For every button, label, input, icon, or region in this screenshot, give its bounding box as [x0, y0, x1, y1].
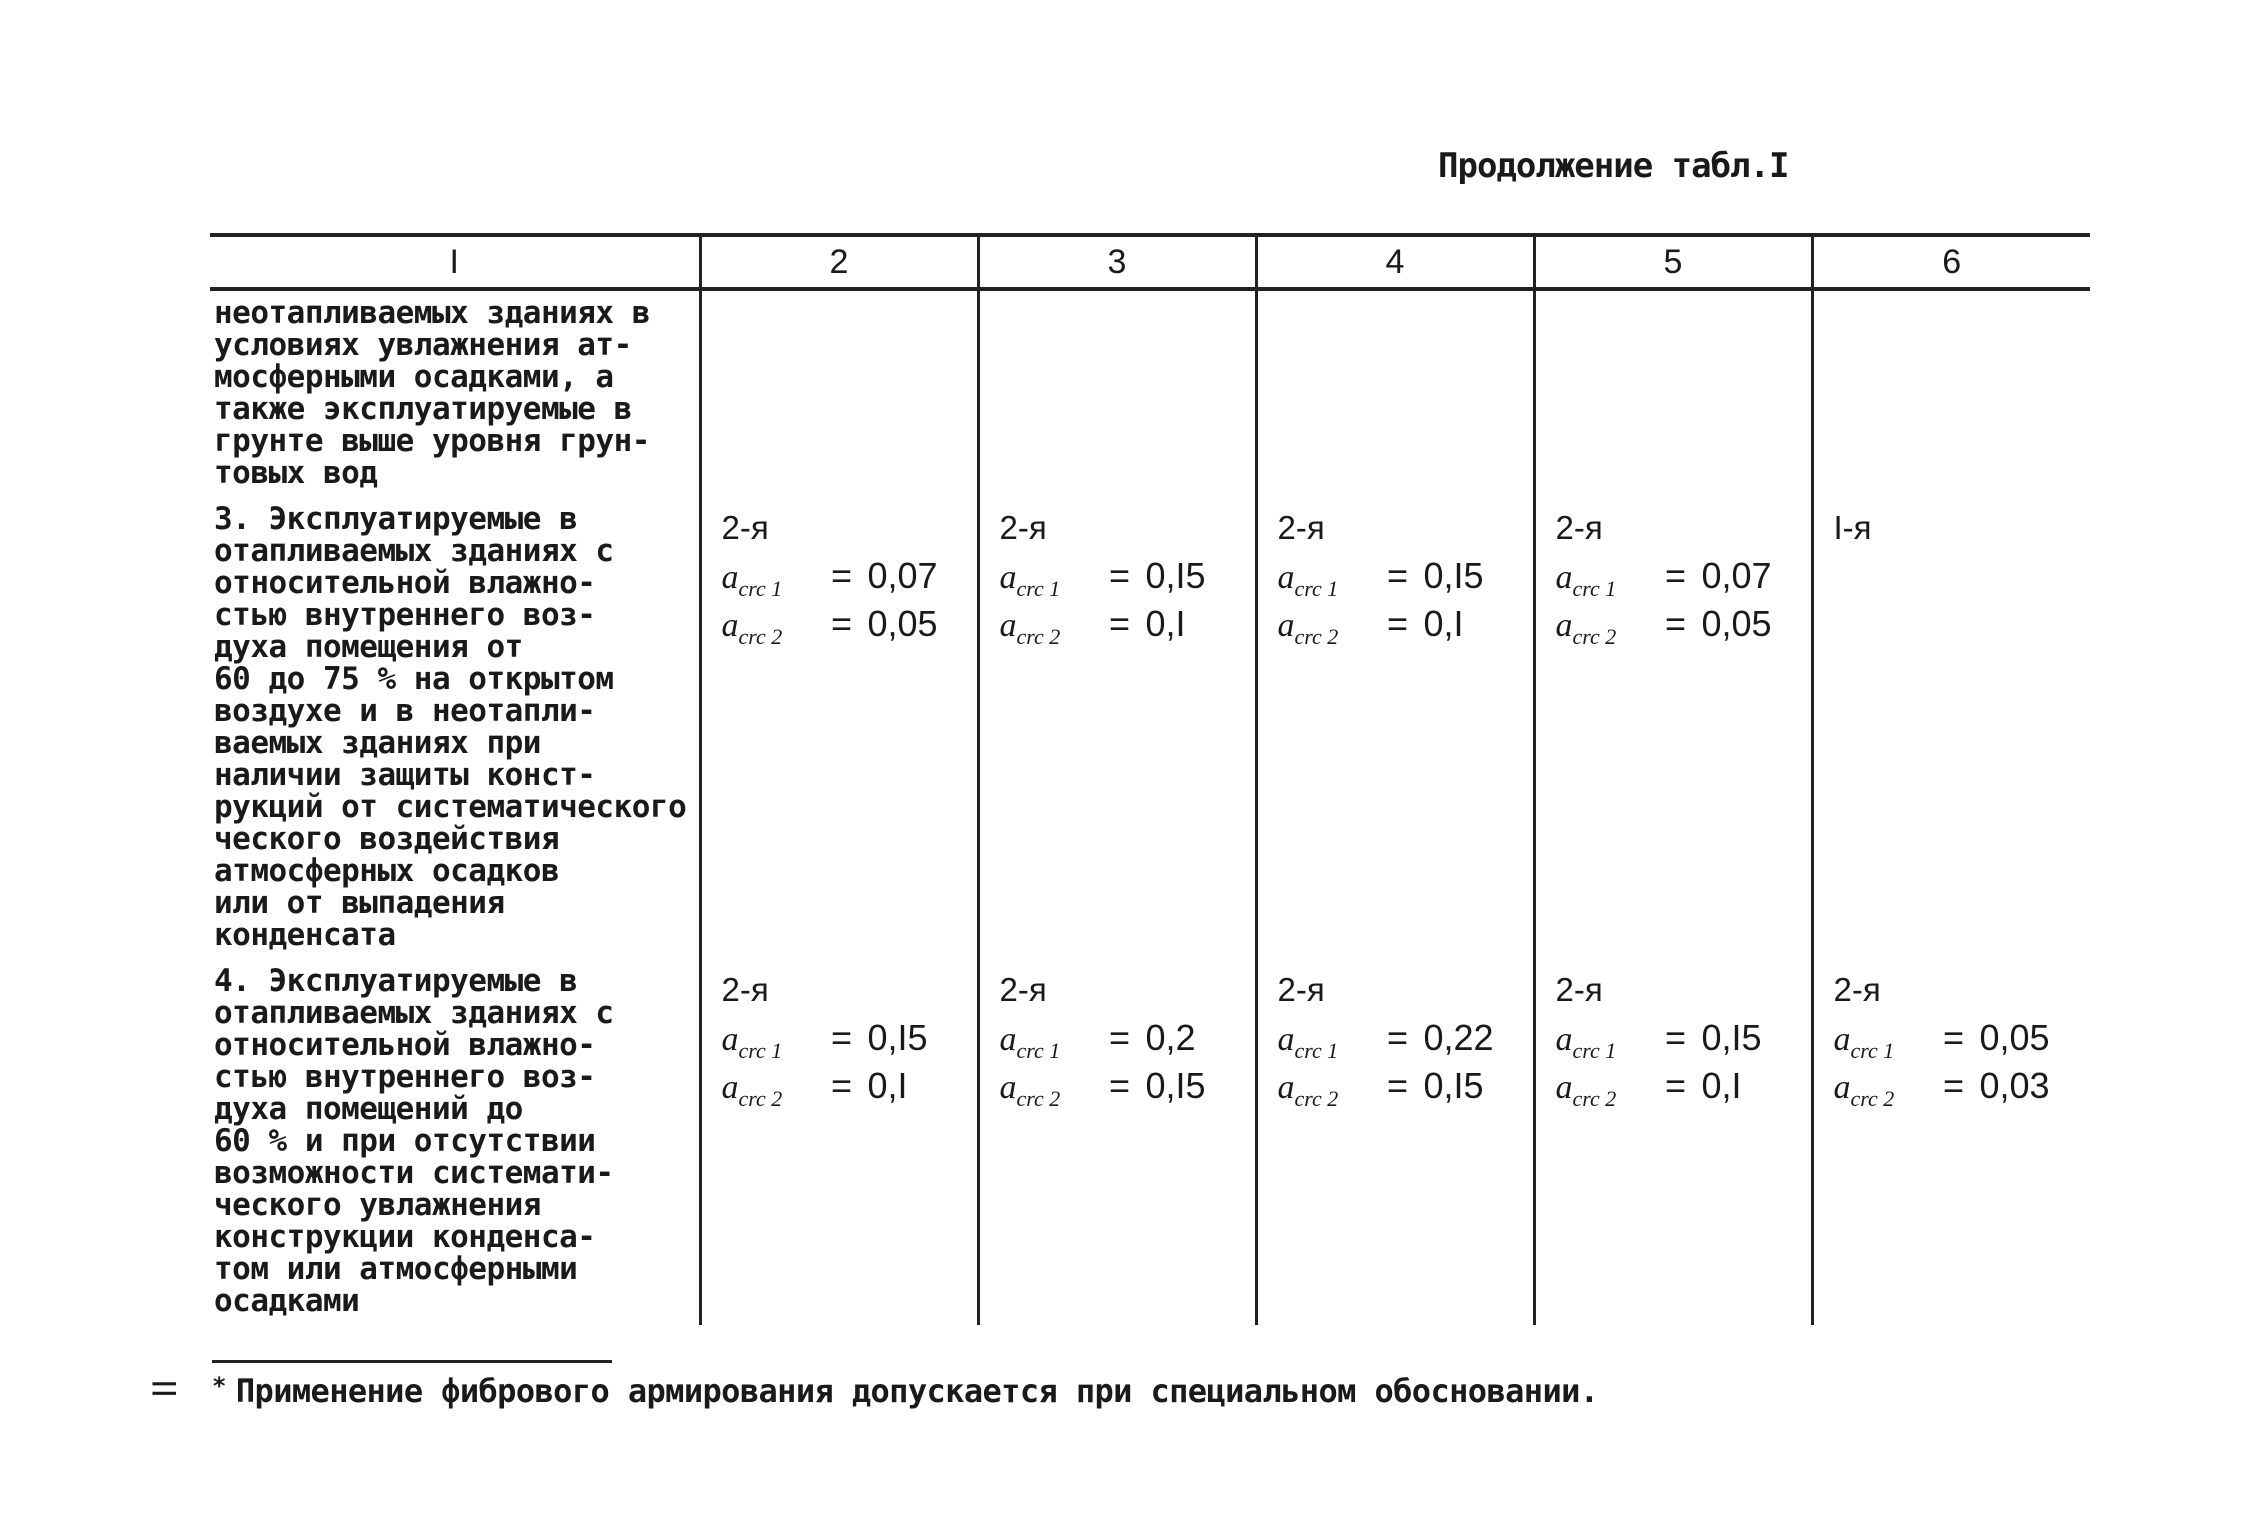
footnote-mark: * [212, 1372, 226, 1400]
symbol-letter: a [1833, 1069, 1851, 1106]
crack-width-symbol [722, 1069, 822, 1112]
table-cell [1256, 497, 1534, 959]
crack-width-row [1834, 1017, 2091, 1065]
symbol-subscript: crc 1 [1572, 575, 1617, 601]
crack-width-value: 0,I [1145, 603, 1186, 644]
equals-sign: = [1108, 603, 1131, 644]
symbol-letter: a [721, 559, 739, 596]
equals-sign: = [1386, 603, 1409, 644]
table-cell [1534, 959, 1812, 1325]
crack-class-cell [702, 959, 977, 1113]
symbol-letter: a [1555, 607, 1573, 644]
symbol-subscript: crc 2 [1572, 623, 1617, 649]
table-cell [978, 959, 1256, 1325]
crack-resistance-class: 2-я [1555, 509, 1603, 546]
crack-width-row [722, 603, 977, 651]
footnote-divider [212, 1360, 612, 1363]
symbol-subscript: crc 2 [738, 1085, 783, 1111]
crack-width-symbol [1278, 1021, 1378, 1064]
crack-width-symbol [722, 1021, 822, 1064]
crack-width-row [1834, 1065, 2091, 1113]
symbol-subscript: crc 2 [1294, 1085, 1339, 1111]
symbol-letter: a [1277, 559, 1295, 596]
symbol-letter: a [1555, 1069, 1573, 1106]
crack-class-cell [1814, 959, 2091, 1113]
crack-class-cell [1258, 497, 1533, 651]
symbol-letter: a [1277, 607, 1295, 644]
column-header: 6 [1812, 235, 2090, 289]
footnote [212, 1372, 1598, 1410]
crack-width-value: 0,22 [1423, 1017, 1494, 1058]
crack-width-row [722, 1017, 977, 1065]
crack-width-value: 0,I [867, 1065, 908, 1106]
crack-width-row [1556, 1017, 1811, 1065]
equals-sign: = [1108, 1065, 1131, 1106]
symbol-letter: a [999, 559, 1017, 596]
crack-width-symbol [1556, 1069, 1656, 1112]
crack-width-row [1278, 555, 1533, 603]
crack-width-symbol [722, 607, 822, 650]
symbol-letter: a [721, 1069, 739, 1106]
table-cell [700, 289, 978, 497]
column-header: I [210, 235, 700, 289]
symbol-subscript: crc 1 [1294, 1037, 1339, 1063]
continuation-label: Продолжение табл.I [1438, 146, 1789, 186]
crack-width-symbol [1000, 607, 1100, 650]
crack-resistance-class: 2-я [721, 509, 769, 546]
crack-width-row [1556, 1065, 1811, 1113]
table-cell [210, 289, 700, 497]
table-row [210, 959, 2090, 1325]
crack-width-row [1000, 603, 1255, 651]
equals-sign: = [1386, 1017, 1409, 1058]
symbol-subscript: crc 1 [1294, 575, 1339, 601]
symbol-subscript: crc 1 [738, 575, 783, 601]
symbol-letter: a [999, 1069, 1017, 1106]
crack-width-value: 0,05 [1701, 603, 1772, 644]
symbol-subscript: crc 2 [1294, 623, 1339, 649]
symbol-letter: a [1555, 1021, 1573, 1058]
table-cell [210, 497, 700, 959]
table-cell [978, 289, 1256, 497]
equals-sign: = [1108, 555, 1131, 596]
crack-width-value: 0,I5 [867, 1017, 928, 1058]
crack-width-value: 0,05 [1979, 1017, 2050, 1058]
crack-width-row [1278, 1017, 1533, 1065]
crack-width-value: 0,2 [1145, 1017, 1196, 1058]
symbol-letter: a [721, 607, 739, 644]
symbol-subscript: crc 1 [1572, 1037, 1617, 1063]
symbol-letter: a [721, 1021, 739, 1058]
crack-width-row [1556, 555, 1811, 603]
crack-class-cell [980, 959, 1255, 1113]
crack-width-value: 0,07 [867, 555, 938, 596]
crack-width-value: 0,I5 [1701, 1017, 1762, 1058]
crack-class-cell [1536, 497, 1811, 651]
crack-resistance-class: 2-я [1555, 971, 1603, 1008]
symbol-subscript: crc 2 [1016, 1085, 1061, 1111]
row-description: неотапливаемых зданиях в условиях увлажнения ат- мосферными осадками, а также эксплуатируемые в грунте выше уровня грун- товых вод [214, 295, 650, 491]
crack-resistance-class: 2-я [721, 971, 769, 1008]
table-cell [700, 497, 978, 959]
crack-width-row [1278, 1065, 1533, 1113]
crack-width-value: 0,05 [867, 603, 938, 644]
crack-width-symbol [722, 559, 822, 602]
equals-sign: = [1664, 603, 1687, 644]
equals-sign: = [1942, 1017, 1965, 1058]
crack-width-symbol [1278, 559, 1378, 602]
table-cell [1256, 959, 1534, 1325]
crack-width-row [722, 1065, 977, 1113]
crack-width-value: 0,07 [1701, 555, 1772, 596]
crack-width-symbol [1278, 1069, 1378, 1112]
crack-width-row [1000, 555, 1255, 603]
crack-width-value: 0,I [1423, 603, 1464, 644]
crack-width-symbol [1278, 607, 1378, 650]
crack-width-value: 0,I5 [1423, 555, 1484, 596]
table-cell [1534, 497, 1812, 959]
crack-width-row [1278, 603, 1533, 651]
equals-sign: = [1386, 555, 1409, 596]
crack-width-symbol [1834, 1021, 1934, 1064]
equals-sign: = [1108, 1017, 1131, 1058]
crack-class-cell [1814, 497, 2091, 547]
table-cell [700, 959, 978, 1325]
table-row [210, 497, 2090, 959]
column-header: 5 [1534, 235, 1812, 289]
crack-width-row [722, 555, 977, 603]
table-header-row [210, 235, 2090, 289]
crack-resistance-class: 2-я [999, 509, 1047, 546]
crack-class-cell [980, 497, 1255, 651]
equals-sign: = [1664, 1017, 1687, 1058]
crack-width-row [1000, 1017, 1255, 1065]
crack-width-symbol [1000, 1069, 1100, 1112]
equals-sign: = [1664, 555, 1687, 596]
crack-width-symbol [1000, 559, 1100, 602]
equals-sign: = [1942, 1065, 1965, 1106]
symbol-subscript: crc 1 [1850, 1037, 1895, 1063]
crack-width-value: 0,I5 [1423, 1065, 1484, 1106]
symbol-letter: a [1277, 1069, 1295, 1106]
crack-width-value: 0,I [1701, 1065, 1742, 1106]
equals-sign: = [830, 603, 853, 644]
crack-resistance-class: I-я [1833, 509, 1872, 546]
equals-sign: = [1664, 1065, 1687, 1106]
table-cell [1812, 959, 2090, 1325]
crack-width-value: 0,I5 [1145, 1065, 1206, 1106]
column-header: 2 [700, 235, 978, 289]
table-cell [1534, 289, 1812, 497]
table-cell [210, 959, 700, 1325]
table-cell [1256, 289, 1534, 497]
crack-width-symbol [1556, 1021, 1656, 1064]
crack-class-cell [1536, 959, 1811, 1113]
crack-resistance-class: 2-я [1277, 971, 1325, 1008]
crack-width-row [1556, 603, 1811, 651]
table-cell [1812, 497, 2090, 959]
page-number: II [146, 1379, 184, 1398]
equals-sign: = [1386, 1065, 1409, 1106]
crack-width-value: 0,I5 [1145, 555, 1206, 596]
crack-width-symbol [1834, 1069, 1934, 1112]
equals-sign: = [830, 1017, 853, 1058]
equals-sign: = [830, 1065, 853, 1106]
crack-resistance-class: 2-я [1277, 509, 1325, 546]
symbol-letter: a [1555, 559, 1573, 596]
crack-width-symbol [1556, 607, 1656, 650]
symbol-letter: a [999, 607, 1017, 644]
column-header: 4 [1256, 235, 1534, 289]
symbol-subscript: crc 1 [1016, 575, 1061, 601]
row-description: 3. Эксплуатируемые в отапливаемых зданиях с относительной влажно- стью внутреннего воз- духа помещения от 60 до 75 % на открытом воздухе и в неотапли- ваемых зданиях при наличии защиты конст- рукций от систематического ческого воздействия атмосферных осадков или от выпадения конденсата [214, 501, 687, 953]
crack-width-row [1000, 1065, 1255, 1113]
symbol-subscript: crc 1 [738, 1037, 783, 1063]
symbol-subscript: crc 2 [1572, 1085, 1617, 1111]
symbol-letter: a [1833, 1021, 1851, 1058]
crack-width-symbol [1000, 1021, 1100, 1064]
crack-resistance-class: 2-я [1833, 971, 1881, 1008]
crack-resistance-class: 2-я [999, 971, 1047, 1008]
table-cell [1812, 289, 2090, 497]
column-header: 3 [978, 235, 1256, 289]
crack-class-cell [702, 497, 977, 651]
crack-class-cell [1258, 959, 1533, 1113]
symbol-subscript: crc 2 [1016, 623, 1061, 649]
symbol-subscript: crc 2 [738, 623, 783, 649]
symbol-subscript: crc 2 [1850, 1085, 1895, 1111]
data-table [210, 233, 2090, 1325]
crack-width-symbol [1556, 559, 1656, 602]
row-description: 4. Эксплуатируемые в отапливаемых зданиях с относительной влажно- стью внутреннего воз- духа помещений до 60 % и при отсутствии возможности системати- ческого увлажнения конструкции конденса- том или атмосферными осадками [214, 963, 614, 1319]
symbol-subscript: crc 1 [1016, 1037, 1061, 1063]
table-cell [978, 497, 1256, 959]
footnote-text: Применение фибрового армирования допускается при специальном обосновании. [235, 1372, 1599, 1410]
crack-width-value: 0,03 [1979, 1065, 2050, 1106]
symbol-letter: a [1277, 1021, 1295, 1058]
equals-sign: = [830, 555, 853, 596]
table-row [210, 289, 2090, 497]
symbol-letter: a [999, 1021, 1017, 1058]
